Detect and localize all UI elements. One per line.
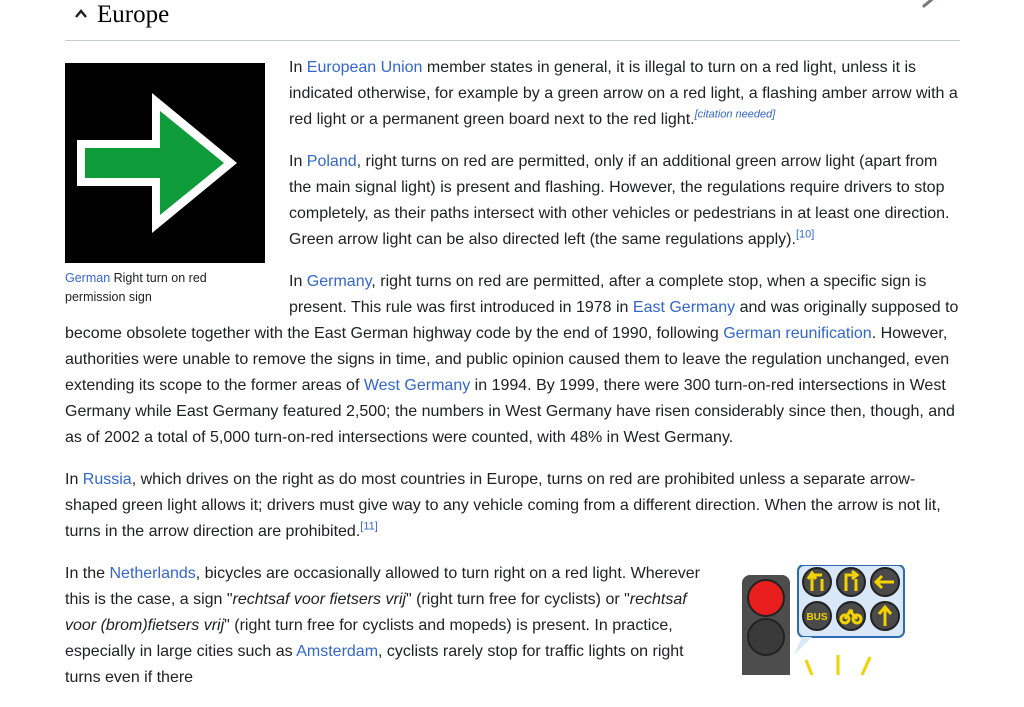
text: In xyxy=(289,273,307,290)
italic-text: rechtsaf voor (brom)fietsers vrij xyxy=(65,591,687,634)
text: " (right turn free for cyclists) or " xyxy=(405,591,630,608)
text: . However, authorities were unable to remove the signs in time, and public opinion caused them to leave the regulation unchanged, even extending its scope to the former areas of xyxy=(65,325,950,394)
bus-label: BUS xyxy=(806,612,828,623)
citation-needed-link[interactable] xyxy=(695,109,776,121)
germany-figure xyxy=(65,63,277,307)
paragraph-russia xyxy=(65,467,960,545)
article-body xyxy=(65,55,960,707)
link-west-germany[interactable]: West Germany xyxy=(363,377,471,394)
text: , right turns on red are permitted, after a complete stop, when a specific sign is present. This rule was first introduced in 1978 in xyxy=(289,273,927,316)
link-netherlands[interactable]: Netherlands xyxy=(109,565,196,582)
text: member states in general, it is illegal to turn on a red light, unless it is indicated otherwise, for example by a green arrow on a red light, a flashing amber arrow with a red light or a permanent green board next to the red light. xyxy=(289,59,958,128)
link-russia[interactable]: Russia xyxy=(82,471,132,488)
reference-10[interactable]: [10] xyxy=(795,228,815,241)
traffic-light-image[interactable] xyxy=(742,565,932,675)
text: , right turns on red are permitted, only if an additional green arrow light (apart from the main signal light) is present and flashing. However, the regulations require drivers to stop completely, as their paths intersect with other vehicles or pedestrians in at least one direction. Green arrow light can be also directed left (the same regulations apply). xyxy=(289,153,950,248)
caption-text: Right turn on red permission sign xyxy=(65,271,207,304)
section-heading xyxy=(65,0,960,41)
text: " (right turn free for cyclists and mopeds) is present. In practice, especially in large cities such as xyxy=(65,617,673,660)
link-east-germany[interactable]: East Germany xyxy=(632,299,736,316)
link-poland[interactable]: Poland xyxy=(306,153,357,170)
text: In xyxy=(289,59,307,76)
text: , cyclists rarely stop for traffic lights on right turns even if there xyxy=(65,643,684,686)
section-title: Europe xyxy=(97,1,170,28)
italic-text: rechtsaf voor fietsers vrij xyxy=(232,591,406,608)
chevron-up-icon[interactable] xyxy=(73,6,89,22)
link-germany[interactable]: Germany xyxy=(306,273,372,290)
citation-needed-text: [citation needed] xyxy=(694,108,776,121)
text: In xyxy=(65,471,83,488)
pencil-icon[interactable] xyxy=(922,0,940,8)
link-european-union[interactable]: European Union xyxy=(306,59,423,76)
link-amsterdam[interactable]: Amsterdam xyxy=(296,643,379,660)
netherlands-figure xyxy=(742,565,932,675)
text: , which drives on the right as do most countries in Europe, turns on red are prohibited unless a separate arrow-shaped green light allows it; drivers must give way to any vehicle coming from a different direction. When the arrow is not lit, turns in the arrow direction are prohibited. xyxy=(65,471,941,540)
figure-caption xyxy=(65,269,265,307)
text: and was originally supposed to become obsolete together with the East German highway code by the end of 1990, following xyxy=(65,299,959,342)
text: In the xyxy=(65,565,110,582)
reference-11[interactable]: [11] xyxy=(360,520,378,533)
green-arrow-sign-image[interactable] xyxy=(65,63,265,263)
link-german-reunification[interactable]: German reunification xyxy=(723,325,872,342)
text: In xyxy=(289,153,307,170)
link-german[interactable]: German xyxy=(65,271,111,285)
text: in 1994. By 1999, there were 300 turn-on-red intersections in West Germany while East Germany featured 2,500; the numbers in West Germany have risen considerably since then, though, and as of 2002 a total of 5,000 turn-on-red intersections were counted, with 48% in West Germany. xyxy=(65,377,955,446)
text: , bicycles are occasionally allowed to turn right on a red light. Wherever this is the case, a sign " xyxy=(65,565,701,608)
